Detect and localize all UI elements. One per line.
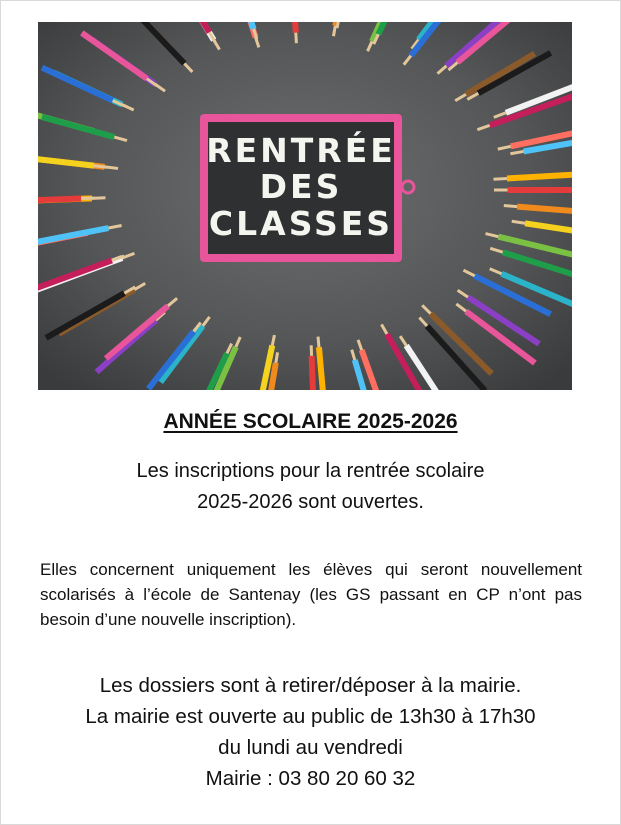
- page-title: ANNÉE SCOLAIRE 2025-2026: [163, 410, 458, 433]
- pencil-tip: [493, 178, 506, 179]
- pencil-tip: [94, 166, 107, 168]
- pencil-tip: [318, 337, 319, 347]
- hero-image: [38, 22, 572, 390]
- contact-info: [20, 670, 601, 794]
- pencil-tip: [504, 206, 517, 207]
- board-line-2: DES: [259, 167, 343, 206]
- eligibility-paragraph: Elles concernent uniquement les élèves qui seront nouvellement scolarisés à l’école de Santenay (les GS passant en CP n’ont pas besoin d’une nouvelle inscription).: [40, 560, 582, 629]
- pencil-tip: [81, 198, 94, 199]
- pencil-tip: [276, 352, 278, 362]
- pencil-tip: [272, 335, 274, 345]
- info-line-hours: La mairie est ouverte au public de 13h30 à 17h30: [85, 705, 536, 728]
- pencil-tip: [512, 221, 525, 223]
- intro-text: [60, 456, 561, 518]
- board-line-3: CLASSES: [208, 204, 394, 243]
- pencil: [312, 356, 316, 390]
- hero-illustration: [38, 22, 572, 390]
- pencil-tip: [296, 33, 297, 43]
- pencil-tip: [333, 26, 335, 36]
- info-line-phone: Mairie : 03 80 20 60 32: [205, 767, 416, 790]
- board-line-1: RENTRÉE: [206, 131, 396, 170]
- intro-line-1: Les inscriptions pour la rentrée scolaire: [136, 460, 485, 482]
- info-line-dossiers: Les dossiers sont à retirer/déposer à la mairie.: [99, 674, 522, 697]
- info-line-days: du lundi au vendredi: [218, 736, 403, 759]
- intro-line-2: 2025-2026 sont ouvertes.: [197, 491, 424, 513]
